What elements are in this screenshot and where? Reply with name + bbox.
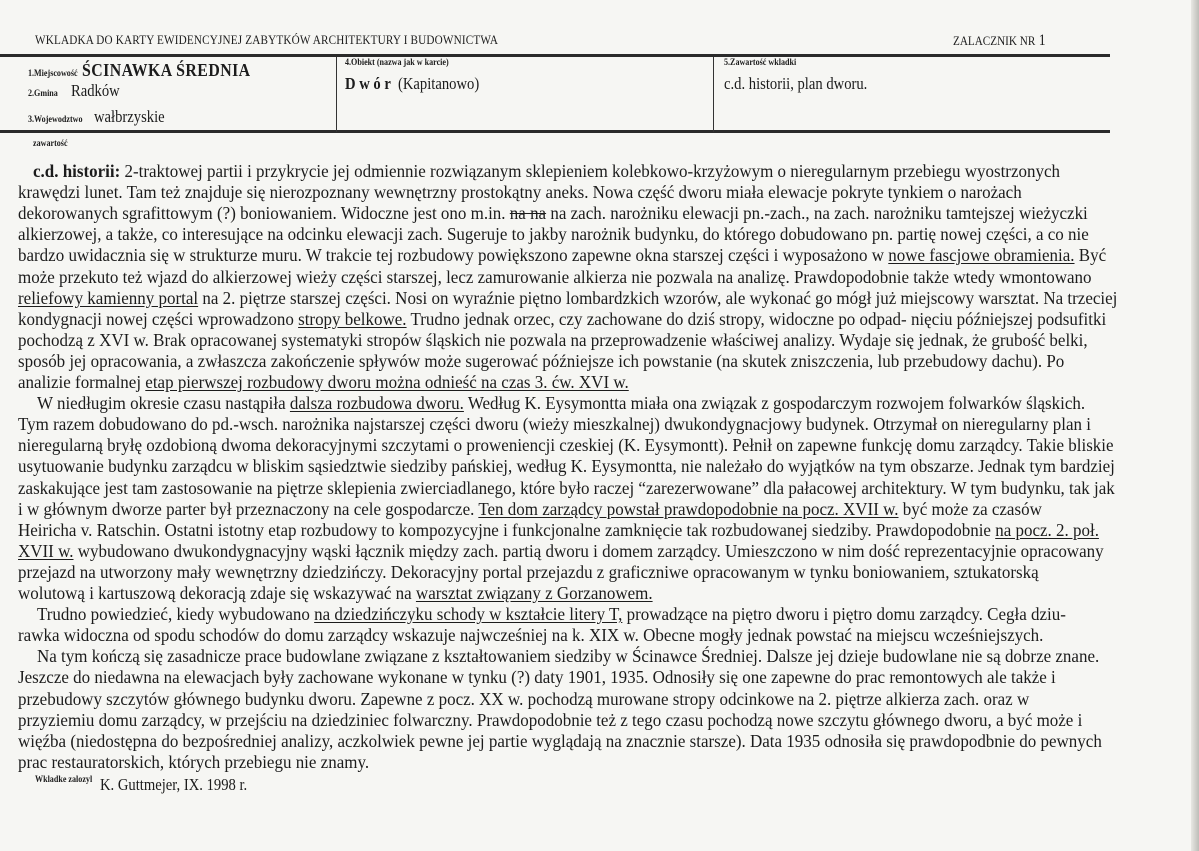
text-line <box>18 309 1106 330</box>
header-top-rule <box>0 54 1110 57</box>
text-run: dekorowanych sgrafittowym (?) boniowaniem. Widoczne jest ono m.in. <box>18 203 510 224</box>
field-label: 1.Miejscowość <box>28 69 78 79</box>
text-line <box>18 203 1088 224</box>
field-obiekt <box>345 74 493 94</box>
underlined-text: Ten dom zarządcy powstał prawdopodobnie na pocz. XVII w. <box>478 498 899 519</box>
underlined-text: etap pierwszej rozbudowy dworu można odnieść na czas 3. ćw. XVI w. <box>145 372 629 392</box>
annex-label: ZALACZNIK NR <box>953 33 1036 48</box>
annex-value: 1 <box>1038 32 1046 49</box>
scan-edge <box>1191 0 1199 851</box>
text-run: Trudno jednak orzec, czy zachowane do dziś stropy, widoczne po odpad- nięciu późniejszej podsufitki <box>406 308 1107 329</box>
annex-number <box>953 32 1046 50</box>
field-miejscowosc <box>28 60 274 81</box>
text-line <box>18 288 1117 309</box>
text-run: bardzo uwidacznia się w strukturze muru. W trakcie tej rozbudowy powiększono zapewne okna starszej części i wyposażono w <box>18 245 889 266</box>
text-line <box>37 393 1085 414</box>
text-run: zaskakujące jest tam zastosowanie na piętrze sklepienia zwierciadlanego, które było raczej “zarezerwowane” dla pałacowej architektury. W tym budynku, tak jak <box>18 477 1115 498</box>
text-line <box>18 562 1039 583</box>
text-run: prac restauratorskich, których przebiegu nie znamy. <box>18 751 370 772</box>
text-run: wolutową i kartuszową dekoracją zdaje się wskazywać na <box>18 583 416 603</box>
text-run: rawka widoczna od spodu schodów do domu zarządcy wskazuje najwcześniej na k. XIX w. Obecne mogły jednak powstać na miejscu wcześniejszych. <box>18 625 1044 646</box>
author-line <box>35 775 271 795</box>
text-line <box>18 520 1099 541</box>
text-run: Trudno powiedzieć, kiedy wybudowano <box>37 604 315 625</box>
text-line <box>18 245 1106 266</box>
text-run: krawędzi lunet. Tam też znajduje się nierozpoznany wewnętrzny prostokątny aneks. Nowa część dworu miała elewacje pokryte tynkiem o narożach <box>18 182 1022 203</box>
field-note: (Kapitanowo) <box>398 74 480 93</box>
field-zawartosc: c.d. historii, plan dworu. <box>724 74 868 93</box>
text-run: nieregularną bryłę ozdobioną dwoma dekoracyjnymi szczytami o proweniencji czeskiej (K. Eysymontt). Pełnił on zapewne funkcję domu zarządcy. Takie bliskie <box>18 435 1114 456</box>
text-run: prowadzące na piętro dworu i piętro domu zarządcy. Cegła dziu- <box>622 604 1066 625</box>
field-gmina <box>28 81 128 101</box>
text-line <box>18 689 1029 710</box>
struck-text: na na <box>509 203 547 224</box>
text-line <box>18 752 369 773</box>
column-divider <box>713 57 714 132</box>
underlined-text: nowe fascjowe obramienia. <box>888 245 1075 266</box>
text-line <box>18 499 1042 520</box>
text-run: analizie formalnej <box>18 372 146 392</box>
field-value: D w ó r <box>345 74 391 93</box>
text-line <box>18 372 629 393</box>
text-run: wybudowano dwukondygnacyjny wąski łącznik między zach. partią dworu i domem zarządcy. Umieszczono w nim dość reprezentacyjnie opracowany <box>73 540 1104 561</box>
text-run: kondygnacji nowej części wprowadzono <box>18 308 299 329</box>
text-run: pochodzą z XVI w. Brak opracowanej systematyki stropów śląskich nie pozwala na przeprowadzenie właściwej analizy. Wydaje się jednak, że grubość belki, <box>18 329 1088 350</box>
underlined-text: na pocz. 2. poł. <box>995 519 1099 540</box>
text-line <box>37 604 1066 625</box>
underlined-text: na dziedzińczyku schody w kształcie litery T, <box>314 604 623 625</box>
underlined-text: dalsza rozbudowa dworu. <box>289 393 464 414</box>
text-run: przyziemiu domu zarządcy, w przejściu na dziedziniec folwarczny. Prawdopodobnie też z tego czasu pochodzą nowe szczytu głównego dworu, a być może i <box>18 709 1083 730</box>
text-run: Jeszcze do niedawna na elewacjach były zachowane wykonane w tynku (?) daty 1901, 1935. Odnosiły się one zapewne do prac remontowych ale także i <box>18 667 1056 688</box>
document-title: WKLADKA DO KARTY EWIDENCYJNEJ ZABYTKÓW ARCHITEKTURY I BUDOWNICTWA <box>35 32 499 47</box>
text-run: przejazd na utworzony mały wewnętrzny dziedzińczy. Dekoracyjny portal przejazdu z graficzniwe opracowanym w tynku boniowaniem, sztukatorską <box>18 561 1039 582</box>
text-run: alkierzowej, a także, co interesujące na odcinku elewacji zach. Sugeruje to jakby narożnik budynku, do którego dobudowano pn. partię nowej części, a co nie <box>18 224 1089 245</box>
underlined-text: stropy belkowe. <box>298 308 407 329</box>
field-value: Radków <box>71 81 120 100</box>
text-line <box>37 646 1099 667</box>
text-line <box>18 583 653 604</box>
text-line <box>18 330 1088 351</box>
header-bottom-rule <box>0 130 1110 133</box>
text-run: może przekuto też wjazd do alkierzowej wieży części starszej, lecz zamurowanie alkierza nie pozwala na analizę. Prawdopodobnie także wtedy wmontowano <box>18 266 1092 287</box>
text-line <box>18 731 1102 752</box>
text-line <box>18 625 1043 646</box>
text-run: sposób jej opracowania, a zwłaszcza zakończenie spływów może sugerować późniejsze ich powstanie (na skutek zniszczenia, lub przebudowy dachu). Po <box>18 350 1065 371</box>
text-run: przebudowy szczytów głównego budynku dworu. Zapewne z pocz. XX w. pochodzą murowane stropy odcinkowe na 2. piętrze alkierza zach. oraz w <box>18 688 1030 709</box>
underlined-text: XVII w. <box>18 540 74 561</box>
text-line <box>18 414 1091 435</box>
text-run: 2-traktowej partii i przykrycie jej odmiennie rozwiązanym sklepieniem kolebkowo-krzyżowym o nieregularnym przebiegu wyostrzonych <box>120 161 1060 181</box>
text-run: usytuowanie budynku zarządcu w bliskim sąsiedztwie siedziby pańskiej, według K. Eysymontta, nie należało do wyjątków na tym obszarze. Jednak tym bardziej <box>18 456 1115 477</box>
field-wojewodztwo <box>28 107 176 127</box>
field-label-zawartosc: 5.Zawartość wkladki <box>724 58 797 68</box>
text-line <box>18 182 1022 203</box>
section-heading: c.d. historii: <box>33 161 121 181</box>
text-run: Być <box>1074 245 1107 266</box>
text-line <box>18 710 1082 731</box>
text-line <box>18 478 1115 499</box>
field-label-obiekt: 4.Obiekt (nazwa jak w karcie) <box>345 58 449 68</box>
text-line <box>18 456 1115 477</box>
text-run: na zach. narożniku elewacji pn.-zach., na zach. narożniku tamtejszej wieżyczki <box>546 203 1088 224</box>
underlined-text: warsztat związany z Gorzanowem. <box>415 583 653 603</box>
text-line <box>18 351 1064 372</box>
field-value: wałbrzyskie <box>94 107 165 126</box>
text-run: więźba (niedostępna do bezpośredniej analizy, aczkolwiek pewne jej partie wyglądają na znacznie starsze). Data 1935 odnosiła się prawdopodbnie do pewnych <box>18 730 1102 751</box>
field-label: 2.Gmina <box>28 89 58 99</box>
text-line <box>18 541 1104 562</box>
text-line <box>18 667 1056 688</box>
text-run: W niedługim okresie czasu nastąpiła <box>37 393 290 414</box>
content-label: zawartość <box>33 139 68 149</box>
text-run: Tym razem dobudowano do pd.-wsch. narożnika najstarszej części dworu (wieży mieszkalnej) dwukondygnacjowy budynek. Otrzymał on nieregularny plan i <box>18 414 1091 435</box>
text-run: i w głównym dworze parter był przeznaczony na cele gospodarcze. <box>18 498 479 519</box>
text-line <box>33 161 1060 182</box>
field-label: 3.Wojewodztwo <box>28 115 83 125</box>
text-run: Na tym kończą się zasadnicze prace budowlane związane z kształtowaniem siedziby w Ścinawce Średniej. Dalsze jej dzieje budowlane nie są dobrze znane. <box>37 646 1100 667</box>
author-label: Wkladke zalozyl <box>35 775 93 785</box>
text-line <box>18 267 1092 288</box>
text-line <box>18 224 1089 245</box>
author-value: K. Guttmejer, IX. 1998 r. <box>100 775 248 794</box>
text-run: być może za czasów <box>898 498 1042 519</box>
text-line <box>18 435 1114 456</box>
column-divider <box>336 57 337 132</box>
underlined-text: reliefowy kamienny portal <box>18 287 199 308</box>
text-run: na 2. piętrze starszej części. Nosi on wyraźnie piętno lombardzkich wzorów, ale wykonać go mógł już miejscowy warsztat. Na trzeciej <box>198 287 1118 308</box>
text-run: Według K. Eysymontta miała ona związak z gospodarczym rozwojem folwarków śląskich. <box>463 393 1086 414</box>
field-value: ŚCINAWKA ŚREDNIA <box>82 60 251 80</box>
text-run: Heiricha v. Ratschin. Ostatni istotny etap rozbudowy to kompozycyjne i funkcjonalne zamknięcie tak rozbudowanej siedziby. Prawdopodobnie <box>18 519 996 540</box>
